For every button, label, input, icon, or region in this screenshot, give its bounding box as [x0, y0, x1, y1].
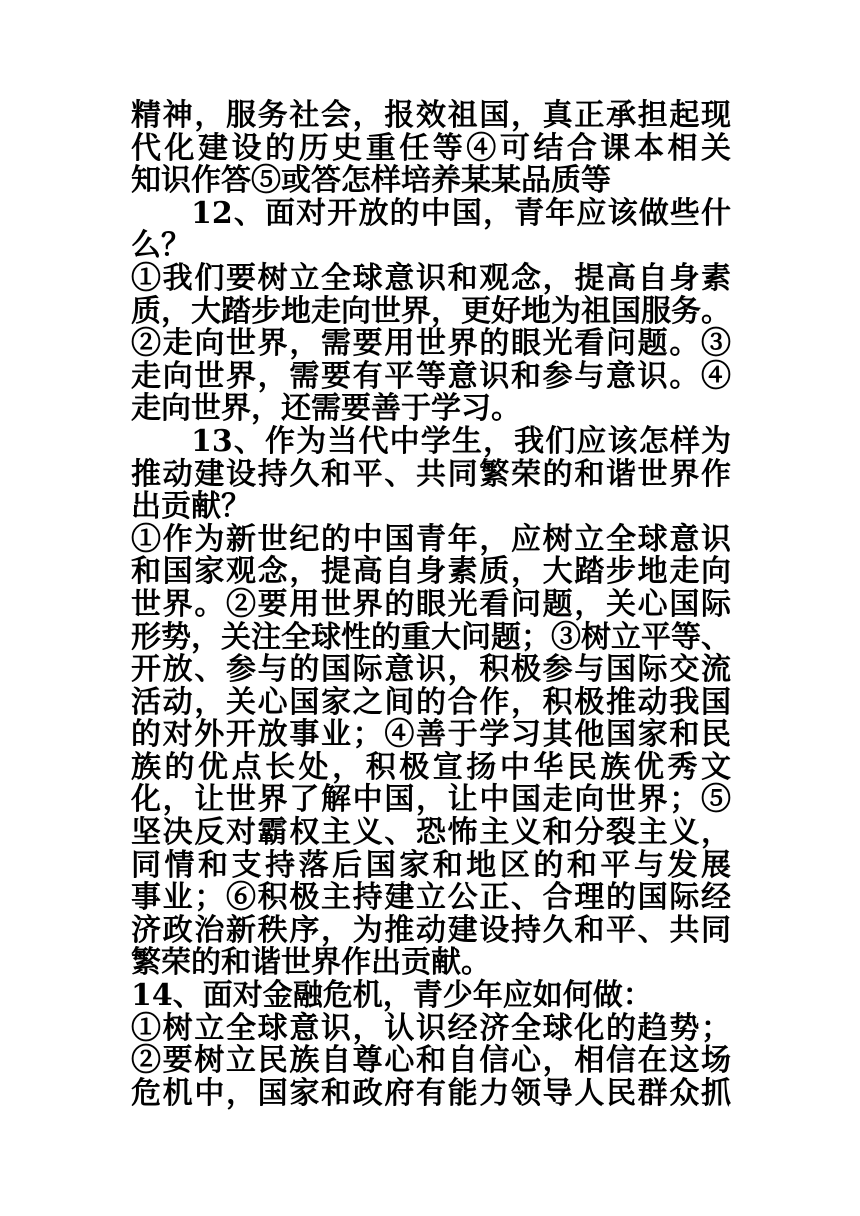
text-line: 繁荣的和谐世界作出贡献。	[131, 945, 491, 981]
text-line: 活动，关心国家之间的合作，积极推动我国	[131, 684, 731, 720]
text-line: ②要树立民族自尊心和自信心，相信在这场	[131, 1043, 731, 1079]
text-line: 坚决反对霸权主义、恐怖主义和分裂主义，	[131, 815, 731, 851]
text-line: 的对外开放事业；④善于学习其他国家和民	[131, 717, 731, 753]
text-line: 同情和支持落后国家和地区的和平与发展	[131, 847, 731, 883]
text-line: ②走向世界，需要用世界的眼光看问题。③	[131, 326, 731, 362]
text-line: 济政治新秩序，为推动建设持久和平、共同	[131, 912, 731, 948]
text-line: 族的优点长处，积极宣扬中华民族优秀文	[131, 749, 731, 785]
text-line: 形势，关注全球性的重大问题；③树立平等、	[131, 619, 731, 655]
text-line: ①树立全球意识，认识经济全球化的趋势；	[131, 1010, 731, 1046]
text-line: 12、面对开放的中国，青年应该做些什	[191, 195, 731, 231]
text-line: ①作为新世纪的中国青年，应树立全球意识	[131, 521, 731, 557]
text-line: 代化建设的历史重任等④可结合课本相关	[131, 130, 731, 166]
text-line: 危机中，国家和政府有能力领导人民群众抓	[131, 1075, 731, 1111]
text-line: 化，让世界了解中国，让中国走向世界；⑤	[131, 782, 731, 818]
text-line: 精神，服务社会，报效祖国，真正承担起现	[131, 98, 731, 133]
text-line: 事业；⑥积极主持建立公正、合理的国际经	[131, 880, 731, 916]
text-line: 质，大踏步地走向世界，更好地为祖国服务。	[131, 293, 731, 329]
text-line: 和国家观念，提高自身素质，大踏步地走向	[131, 554, 731, 590]
text-line: ①我们要树立全球意识和观念，提高自身素	[131, 260, 731, 296]
text-line: 知识作答⑤或答怎样培养某某品质等	[131, 163, 611, 199]
text-line: 走向世界，需要有平等意识和参与意识。④	[131, 358, 731, 394]
text-line: 14、面对金融危机，青少年应如何做：	[131, 978, 653, 1014]
text-line: 出贡献？	[131, 489, 251, 525]
text-line: 走向世界，还需要善于学习。	[131, 391, 521, 427]
text-line: 么？	[131, 228, 191, 264]
text-line: 13、作为当代中学生，我们应该怎样为	[191, 423, 731, 459]
text-line: 开放、参与的国际意识，积极参与国际交流	[131, 652, 731, 688]
text-line: 推动建设持久和平、共同繁荣的和谐世界作	[131, 456, 731, 492]
document-page	[131, 100, 731, 1110]
text-line: 世界。②要用世界的眼光看问题，关心国际	[131, 586, 731, 622]
